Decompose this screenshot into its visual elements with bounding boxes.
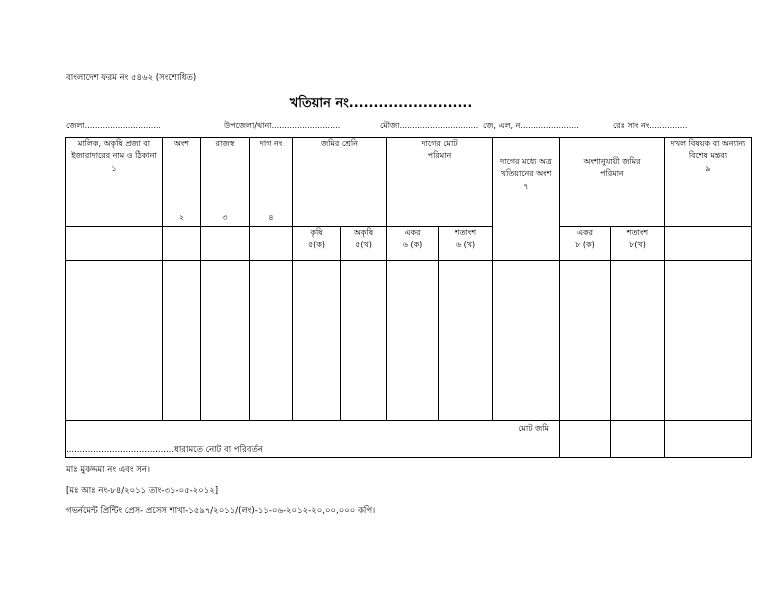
sub-empty [66, 227, 163, 261]
total-acre-cell [560, 421, 611, 458]
acre2-subheader: একর ৮ (ক) [560, 227, 611, 261]
body-cell [560, 261, 611, 421]
shotangsho-subheader: শতাংশ ৬ (খ) [439, 227, 493, 261]
dag-no-header: দাগ নং ৪ [250, 138, 293, 227]
total-shotangsho-cell [611, 421, 665, 458]
remarks-header: দখল বিষয়ক বা অন্যান্য বিশেষ মন্তব্য ৯ [665, 138, 752, 227]
total-land-label: মোট জমি [66, 421, 560, 458]
data-body-row [66, 261, 752, 421]
body-cell [163, 261, 201, 421]
body-cell [439, 261, 493, 421]
body-cell [293, 261, 341, 421]
body-cell [250, 261, 293, 421]
share-land-header: অংশানুযায়ী জমির পরিমান [560, 138, 665, 227]
form-number: বাংলাদেশ ফরম নং ৫৪৬২ (সংশোধিত) [66, 73, 197, 83]
sub-empty [665, 227, 752, 261]
share-header: অংশ ২ [163, 138, 201, 227]
body-cell [611, 261, 665, 421]
revenue-header: রাজস্ব ৩ [201, 138, 250, 227]
owner-header: মালিক, অকৃষি প্রজা বা ইজারাদারের নাম ও ঠিকানা ১ [66, 138, 163, 227]
body-cell [665, 261, 752, 421]
mouza-field: মৌজা............................... [380, 121, 479, 130]
footer-note-line: ........................................ধারামতে নোট বা পরিবর্তন [66, 445, 263, 455]
akrishi-subheader: অকৃষি ৫(খ) [341, 227, 387, 261]
footer-press-line: গভর্নমেন্ট প্রিন্টিং প্রেস- প্রসেস শাখা-১৫৯৭/২০১১/(লং)-১১-০৬-২০১২-২০,০০,০০০ কপি। [66, 506, 376, 516]
upazila-field: উপজেলা/থানা........................... [224, 121, 341, 130]
footer-ref-line: [মঃ আঃ নং-৮৪/২০১১ তাং-৩১-০৫-২০১২] [66, 486, 219, 496]
body-cell [341, 261, 387, 421]
land-class-header: জমির শ্রেনি [293, 138, 387, 227]
dag-share-header: দাগের মধ্যে অত্র খতিয়ানের অংশ ৭ [493, 138, 560, 261]
sub-empty [201, 227, 250, 261]
district-field: জেলা.............................. [66, 121, 161, 130]
sub-empty [163, 227, 201, 261]
khatian-table [65, 137, 752, 458]
jl-no-field: জে, এল, ন....................... [483, 121, 579, 130]
body-cell [201, 261, 250, 421]
shotangsho2-subheader: শতাংশ ৮(খ) [611, 227, 665, 261]
body-cell [493, 261, 560, 421]
header-row [66, 138, 752, 227]
resa-no-field: রেঃ সাং নং............... [613, 121, 688, 130]
acre-subheader: একর ৬ (ক) [387, 227, 439, 261]
body-cell [66, 261, 163, 421]
footer-case-line: মাঃ মুকদ্দমা নং এবং সন। [66, 465, 150, 475]
sub-empty [250, 227, 293, 261]
krishi-subheader: কৃষি ৫(ক) [293, 227, 341, 261]
dag-total-header: দাগের মোট পরিমান [387, 138, 493, 227]
subheader-row [66, 227, 752, 261]
total-empty-cell [665, 421, 752, 458]
khatian-title [0, 94, 768, 115]
body-cell [387, 261, 439, 421]
khatian-title-text: খতিয়ান নং......................... [289, 96, 473, 111]
